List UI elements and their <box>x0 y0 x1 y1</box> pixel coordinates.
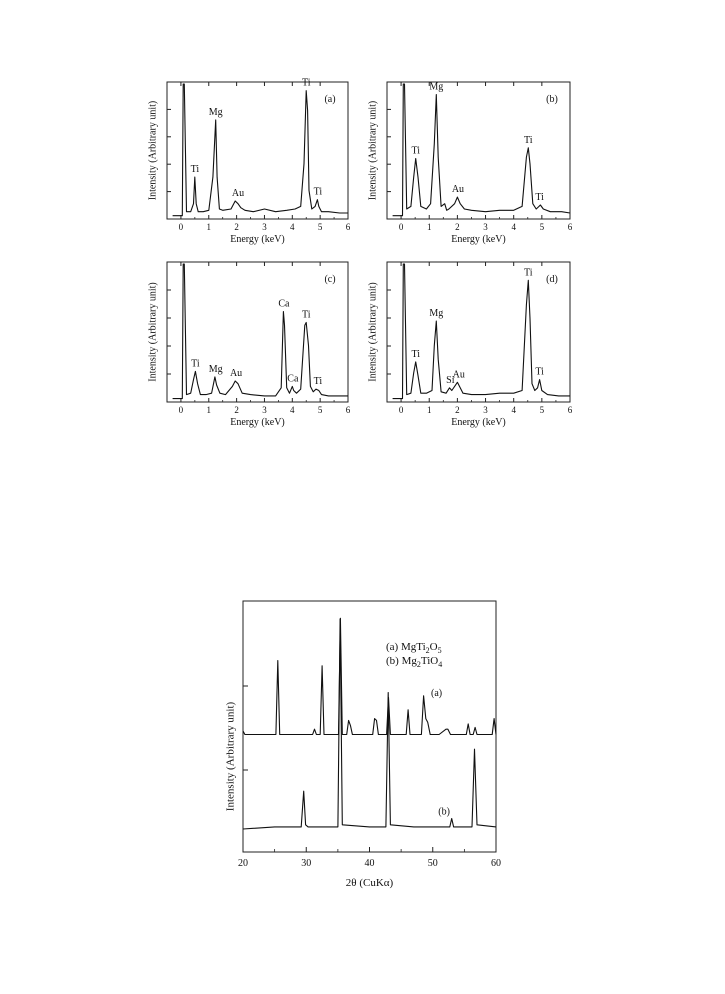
x-tick-label: 2 <box>234 222 239 232</box>
x-tick-label: 3 <box>262 222 267 232</box>
peak-label: Ti <box>411 145 420 157</box>
legend-entry <box>386 655 442 669</box>
y-axis-title: Intensity (Arbitrary unit) <box>147 282 159 382</box>
x-tick-label: 0 <box>178 222 184 232</box>
x-tick-label: 60 <box>491 858 501 869</box>
x-tick-label: 4 <box>511 405 516 415</box>
legend-text: (b) Mg <box>386 655 417 667</box>
x-axis-title: Energy (keV) <box>451 417 506 428</box>
x-axis-title: Energy (keV) <box>230 417 285 428</box>
peak-label: Au <box>231 188 245 200</box>
x-tick-label: 1 <box>206 222 212 232</box>
peak-label: Au <box>452 369 465 381</box>
x-tick-label: 50 <box>427 858 438 869</box>
panel-label: (a) <box>324 94 336 105</box>
x-tick-label: 2 <box>455 405 460 415</box>
y-axis-title: Intensity (Arbitrary unit) <box>367 282 379 382</box>
legend-entry <box>386 641 442 655</box>
x-tick-label: 0 <box>178 405 184 415</box>
x-tick-label: 3 <box>262 405 267 415</box>
x-tick-label: 1 <box>206 405 212 415</box>
x-tick-label: 4 <box>290 405 295 415</box>
x-tick-label: 0 <box>398 405 404 415</box>
peak-label: Mg <box>429 308 444 320</box>
x-tick-label: 40 <box>364 858 375 869</box>
peak-label: Au <box>451 184 465 196</box>
series-label: (a) <box>430 688 443 699</box>
x-tick-label: 6 <box>345 222 351 232</box>
legend-subscript: 2 <box>416 660 421 669</box>
peak-label: Ti <box>301 77 311 89</box>
x-tick-label: 20 <box>238 858 248 869</box>
x-axis-title: Energy (keV) <box>230 234 285 245</box>
x-tick-label: 4 <box>290 222 295 232</box>
x-tick-label: 1 <box>426 405 432 415</box>
panel-frame <box>387 262 570 402</box>
legend-subscript: 5 <box>437 646 442 655</box>
peak-label: Ti <box>313 376 323 388</box>
peak-label: Ti <box>524 134 533 146</box>
peak-label: Ca <box>278 298 290 310</box>
peak-label: Ca <box>287 373 299 385</box>
peak-label: Ti <box>301 309 311 321</box>
legend-subscript: 4 <box>438 660 443 669</box>
legend-subscript: 2 <box>425 646 430 655</box>
peak-label: Ti <box>524 267 533 279</box>
x-tick-label: 0 <box>398 222 404 232</box>
x-tick-label: 4 <box>511 222 516 232</box>
x-tick-label: 2 <box>234 405 239 415</box>
peak-label: Ti <box>191 358 200 370</box>
peak-label: Au <box>229 367 243 379</box>
x-tick-label: 5 <box>317 222 323 232</box>
x-tick-label: 6 <box>567 222 573 232</box>
peak-label: Ti <box>535 366 544 378</box>
x-tick-label: 6 <box>345 405 351 415</box>
x-tick-label: 3 <box>483 405 488 415</box>
peak-label: Mg <box>208 363 223 375</box>
x-tick-label: 2 <box>455 222 460 232</box>
xrd-pattern-line <box>243 618 496 734</box>
spectrum-line <box>393 264 570 399</box>
peak-label: Ti <box>535 192 544 204</box>
x-tick-label: 3 <box>483 222 488 232</box>
panel-label: (b) <box>546 94 558 105</box>
x-tick-label: 30 <box>301 858 312 869</box>
y-axis-title: Intensity (Arbitrary unit) <box>367 100 379 201</box>
legend-text: O <box>429 641 438 653</box>
xrd-pattern-line <box>243 619 496 829</box>
panel-label: (d) <box>546 274 558 285</box>
x-tick-label: 6 <box>567 405 573 415</box>
legend-text: TiO <box>420 655 439 667</box>
peak-label: Ti <box>313 186 323 198</box>
x-tick-label: 5 <box>317 405 323 415</box>
peak-label: Mg <box>429 81 444 93</box>
xrd-frame <box>243 601 496 852</box>
x-axis-title: 2θ (CuKα) <box>345 877 394 889</box>
y-axis-title: Intensity (Arbitrary unit) <box>147 100 159 201</box>
x-tick-label: 5 <box>539 222 545 232</box>
x-tick-label: 5 <box>539 405 545 415</box>
y-axis-title: Intensity (Arbitrary unit) <box>224 701 237 812</box>
x-axis-title: Energy (keV) <box>451 234 506 245</box>
x-tick-label: 1 <box>426 222 432 232</box>
legend-text: (a) MgTi <box>386 641 426 653</box>
peak-label: Ti <box>411 348 420 360</box>
peak-label: Ti <box>190 164 200 176</box>
peak-label: Mg <box>208 106 223 118</box>
series-label: (b) <box>438 806 450 818</box>
peak-label: Si <box>446 374 455 386</box>
panel-label: (c) <box>324 274 336 285</box>
